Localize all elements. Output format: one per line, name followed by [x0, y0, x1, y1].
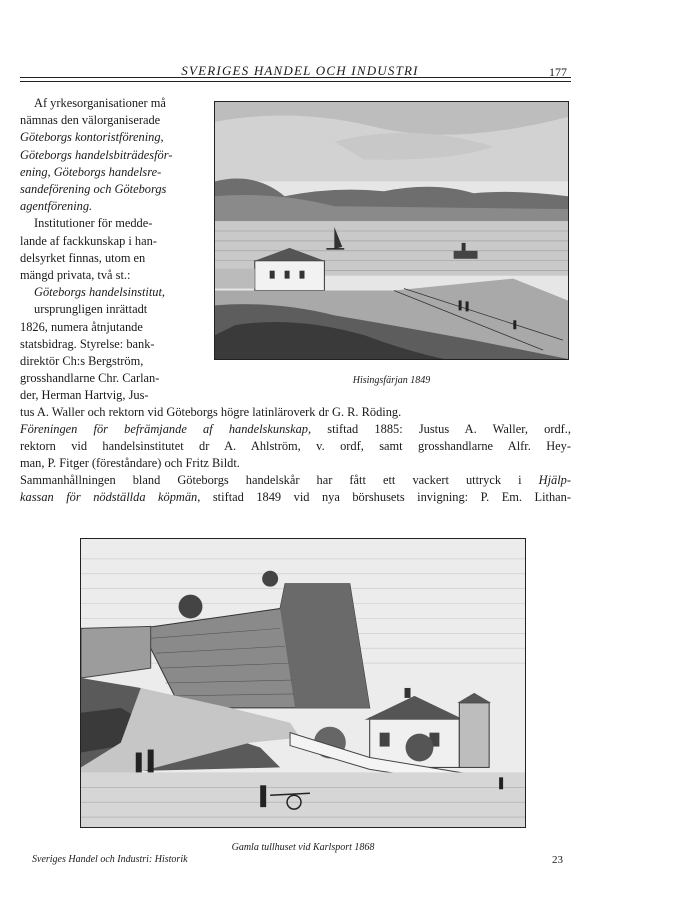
column-line: direktör Ch:s Bergström, — [20, 354, 144, 369]
column-line: Institutioner för medde- — [34, 216, 153, 231]
header-rule — [20, 77, 571, 78]
body-text: stiftad 1885: Justus A. Waller, ordf., — [311, 422, 571, 436]
body-italic: Hjälp- — [538, 473, 571, 487]
column-line: ursprungligen inrättadt — [34, 302, 148, 317]
body-line — [20, 490, 571, 505]
body-line: tus A. Waller och rektorn vid Göteborgs högre latinläroverk dr G. R. Röding. — [20, 405, 402, 419]
column-line: 1826, numera åtnjutande — [20, 319, 143, 334]
body-text: stiftad 1849 vid nya börshusets invigning: P. Em. Lithan- — [200, 490, 571, 504]
running-title: SVERIGES HANDEL OCH INDUSTRI — [181, 63, 419, 78]
body-text: Sammanhållningen bland Göteborgs handelskår har fått ett vackert uttryck i — [20, 473, 539, 487]
column-line: delsyrket finnas, utom en — [20, 250, 146, 265]
body-line: man, P. Fitger (föreståndare) och Fritz Bildt. — [20, 456, 240, 470]
body-line: rektorn vid handelsinstitutet dr A. Ahlström, v. ordf, samt grosshandlarne Alfr. Hey- — [20, 439, 571, 453]
column-line: agentförening. — [20, 199, 93, 214]
column-line: sandeförening och Göteborgs — [20, 182, 167, 197]
footer-sheet-number: 23 — [552, 854, 563, 866]
top-image-caption: Hisingsfärjan 1849 — [352, 375, 431, 386]
left-column — [20, 95, 198, 405]
column-line: grosshandlarne Chr. Carlan- — [20, 371, 160, 386]
column-line: mängd privata, två st.: — [20, 268, 131, 283]
body-line — [20, 422, 571, 437]
column-line: ening, Göteborgs handelsre- — [20, 164, 162, 179]
header-rule-lower — [20, 81, 571, 82]
column-line: Göteborgs kontoristförening, — [20, 130, 164, 145]
column-line: Göteborgs handelsinstitut, — [34, 285, 166, 300]
body-italic: Föreningen för befrämjande af handelskunskap, — [20, 422, 312, 436]
body-italic: kassan för nödställda köpmän, — [20, 490, 201, 504]
footer-source: Sveriges Handel och Industri: Historik — [32, 854, 188, 865]
column-line: Göteborgs handelsbiträdesför- — [20, 147, 173, 162]
engraving-hisingsfarjan — [214, 101, 569, 360]
column-line: lande af fackkunskap i han- — [20, 233, 157, 248]
page-number: 177 — [549, 65, 567, 79]
column-line: Af yrkesorganisationer må — [34, 96, 166, 110]
engraving-gamla-tullhuset — [80, 538, 526, 828]
column-line: der, Herman Hartvig, Jus- — [20, 388, 149, 403]
column-line: statsbidrag. Styrelse: bank- — [20, 336, 155, 351]
column-line: nämnas den välorganiserade — [20, 113, 161, 128]
bottom-image-caption: Gamla tullhuset vid Karlsport 1868 — [231, 842, 375, 853]
body-line — [20, 473, 571, 488]
